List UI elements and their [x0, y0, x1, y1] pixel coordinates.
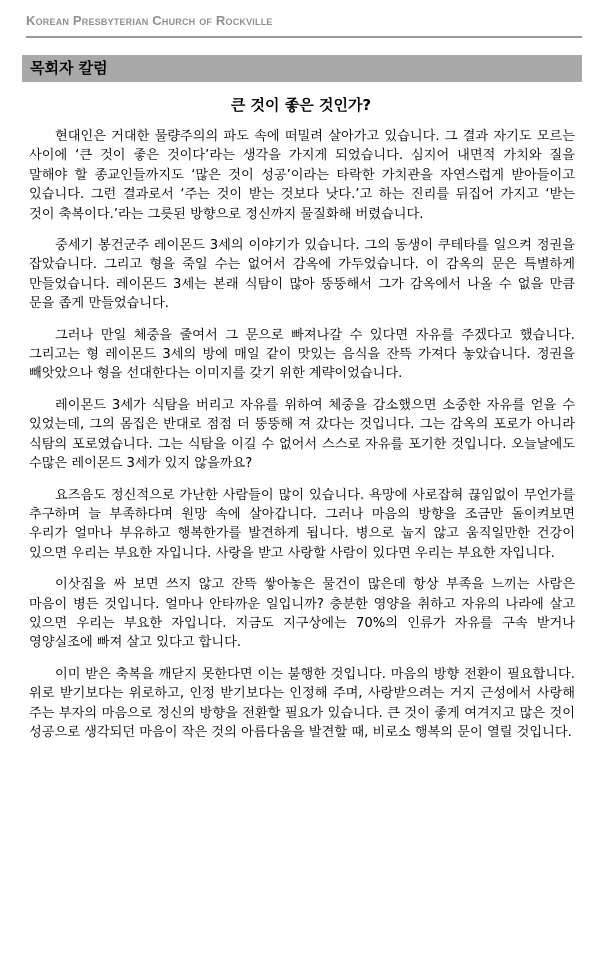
paragraph-3: 그러나 만일 체중을 줄여서 그 문으로 빠져나갈 수 있다면 자유를 주겠다고 했습니다. 그리고는 형 레이몬드 3세의 방에 매일 같이 맛있는 음식을 잔뜩 가져다 놓았습니다. 정권을 빼앗았으나 형을 선대한다는 이미지를 갖기 위한 계략이었습니다.: [29, 327, 575, 382]
column-title: 목회자 칼럼: [30, 59, 108, 77]
article-title: 큰 것이 좋은 것인가?: [230, 96, 372, 114]
paragraph-7: 이미 받은 축복을 깨닫지 못한다면 이는 불행한 것입니다. 마음의 방향 전환이 필요합니다. 위로 받기보다는 위로하고, 인정 받기보다는 인정해 주며, 사랑받으려는 거지 근성에서 사랑해 주는 부자의 마음으로 정신의 방향을 전환할 필요가 있습니다. 큰 것이 좋게 여겨지고 많은 것이 성공으로 생각되던 마음이 작은 것의 아름다움을 발견할 때, 비로소 행복의 문이 열릴 것입니다.: [29, 666, 575, 740]
paragraph-2: 중세기 봉건군주 레이몬드 3세의 이야기가 있습니다. 그의 동생이 쿠테타를 일으켜 정권을 잡았습니다. 그리고 형을 죽일 수는 없어서 감옥에 가두었습니다. 이 감옥의 문은 특별하게 만들었습니다. 레이몬드 3세는 본래 식탐이 많아 뚱뚱해서 그가 감옥에서 나올 수 없을 만큼 문을 좁게 만들었습니다.: [29, 238, 575, 312]
paragraph-6: 이삿짐을 싸 보면 쓰지 않고 잔뜩 쌓아놓은 물건이 많은데 항상 부족을 느끼는 사람은 마음이 병든 것입니다. 얼마나 안타까운 일입니까? 충분한 영양을 취하고 자유의 나라에 살고 있으면 우리는 부요한 자입니다. 지금도 지구상에는 70%의 인류가 자유를 구속 받거나 영양실조에 빠져 살고 있다고 합니다.: [29, 577, 575, 651]
church-header: [26, 10, 582, 38]
article-body: [29, 127, 575, 754]
paragraph-5: 요즈음도 정신적으로 가난한 사람들이 많이 있습니다. 욕망에 사로잡혀 끊임없이 무언가를 추구하며 늘 부족하다며 원망 속에 살아갑니다. 그러나 마음의 방향을 조금만 돌이켜보면 우리가 얼마나 부유하고 행복한가를 발견하게 됩니다. 병으로 눕지 않고 움직일만한 건강이 있으면 우리는 부요한 자입니다. 사랑을 받고 사랑할 사람이 있다면 우리는 부요한 자입니다.: [29, 487, 575, 561]
column-banner: [22, 55, 582, 82]
paragraph-1: 현대인은 거대한 물량주의의 파도 속에 떠밀려 살아가고 있습니다. 그 결과 자기도 모르는 사이에 ‘큰 것이 좋은 것이다’라는 생각을 가지게 되었습니다. 심지어 내면적 가치와 질을 말해야 할 종교인들까지도 ‘많은 것이 성공’이라는 타락한 가치관을 자연스럽게 받아들이고 있습니다. 그런 결과로서 ‘주는 것이 받는 것보다 낫다.’고 하는 진리를 뒤집어 가지고 ‘받는 것이 축복이다.’라는 그릇된 방향으로 정신까지 물질화해 버렸습니다.: [29, 129, 575, 222]
church-name: Korean Presbyterian Church of Rockville: [26, 13, 273, 28]
paragraph-4: 레이몬드 3세가 식탐을 버리고 자유를 위하여 체중을 감소했으면 소중한 자유를 얻을 수 있었는데, 그의 몸집은 반대로 점점 더 뚱뚱해 져 갔다는 것입니다. 그는 감옥의 포로가 아니라 식탐의 포로였습니다. 그는 식탐을 이길 수 없어서 스스로 자유를 포기한 것입니다. 오늘날에도 수많은 레이몬드 3세가 있지 않을까요?: [29, 397, 575, 472]
